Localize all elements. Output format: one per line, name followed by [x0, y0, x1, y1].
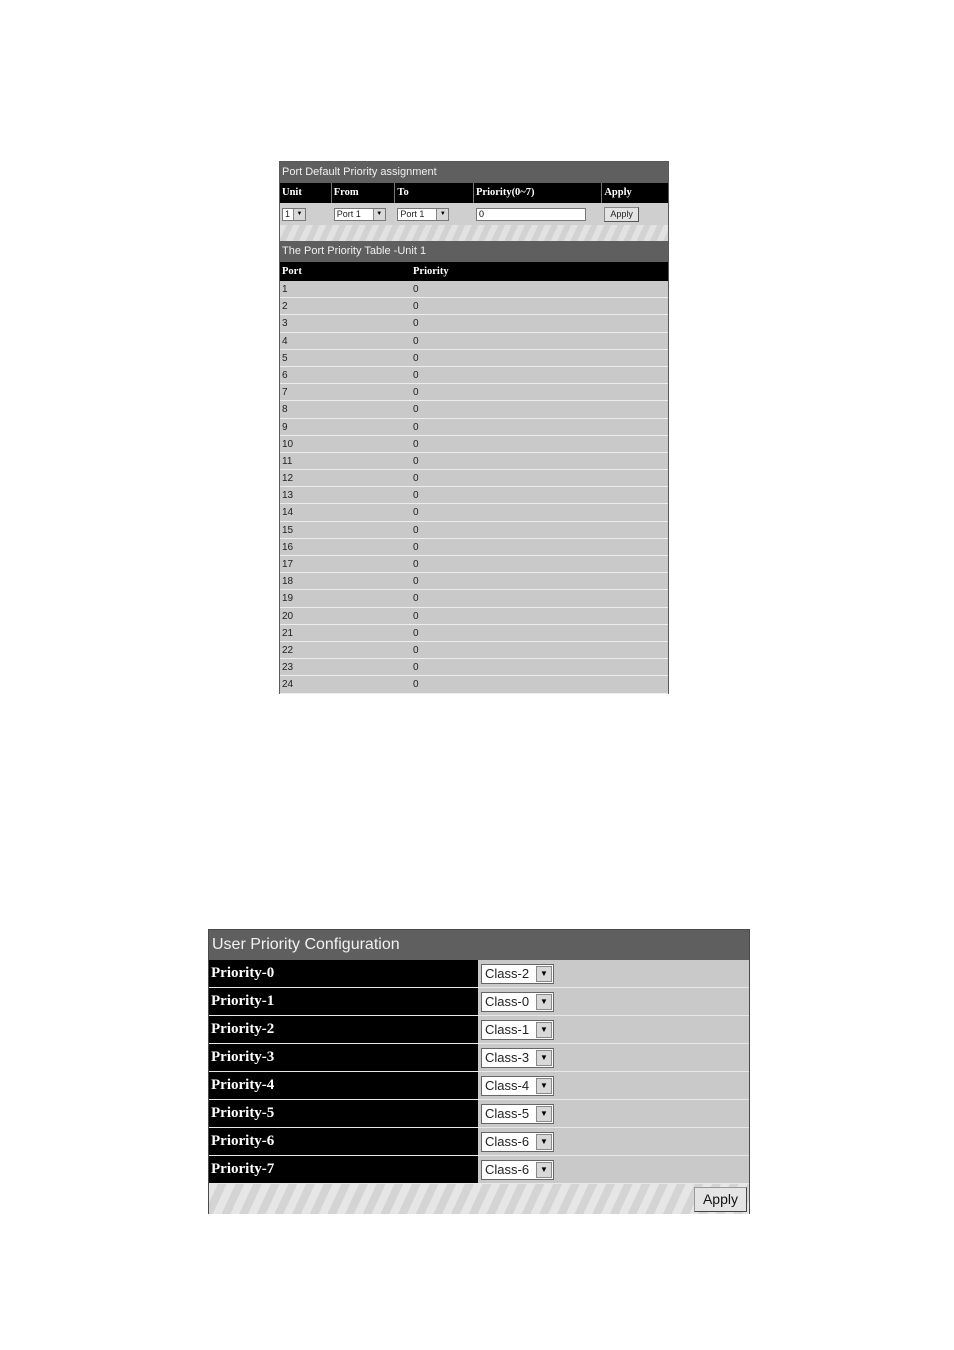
- list-item: [209, 1100, 749, 1128]
- table-row: [280, 556, 668, 573]
- table-row: [280, 298, 668, 315]
- priority-cell: 0: [413, 610, 419, 622]
- table-row: [280, 384, 668, 401]
- priority-label: Priority-3: [209, 1044, 478, 1071]
- priority-cell: 0: [413, 593, 419, 605]
- port-default-title: Port Default Priority assignment: [280, 162, 668, 183]
- list-item: [209, 1044, 749, 1072]
- port-cell: 8: [282, 404, 288, 416]
- priority-cell: 0: [413, 301, 419, 313]
- port-cell: 7: [282, 387, 288, 399]
- priority-cell: 0: [413, 576, 419, 588]
- priority-cell: 0: [413, 627, 419, 639]
- port-cell: 12: [282, 473, 294, 485]
- priority-cell: 0: [413, 507, 419, 519]
- priority-cell: 0: [413, 318, 419, 330]
- header-priority: Priority(0~7): [474, 183, 602, 203]
- port-cell: 23: [282, 662, 294, 674]
- port-cell: 1: [282, 284, 288, 295]
- port-cell: 5: [282, 352, 288, 364]
- table-row: [280, 487, 668, 504]
- table-row: [280, 573, 668, 590]
- port-cell: 20: [282, 610, 294, 622]
- class-select[interactable]: Class-6 ▼: [481, 1132, 554, 1152]
- priority-cell: 0: [413, 387, 419, 399]
- table-row: [280, 470, 668, 487]
- header-from: From: [332, 183, 396, 203]
- decorative-band: [280, 225, 668, 241]
- class-select[interactable]: Class-5 ▼: [481, 1104, 554, 1124]
- port-cell: 16: [282, 541, 294, 553]
- class-select[interactable]: Class-0 ▼: [481, 992, 554, 1012]
- chevron-down-icon[interactable]: ▼: [536, 1022, 552, 1038]
- chevron-down-icon[interactable]: ▼: [536, 1050, 552, 1066]
- port-default-priority-panel: [279, 161, 669, 694]
- port-cell: 18: [282, 576, 294, 588]
- header-to: To: [395, 183, 474, 203]
- chevron-down-icon[interactable]: ▼: [436, 209, 448, 220]
- chevron-down-icon[interactable]: ▼: [536, 966, 552, 982]
- priority-input[interactable]: 0: [476, 208, 586, 221]
- class-select[interactable]: Class-4 ▼: [481, 1076, 554, 1096]
- list-item: [209, 988, 749, 1016]
- header-priority: Priority: [413, 266, 449, 277]
- port-cell: 4: [282, 335, 288, 347]
- user-priority-footer: [209, 1184, 749, 1214]
- port-cell: 13: [282, 490, 294, 502]
- port-cell: 24: [282, 679, 294, 691]
- priority-cell: 0: [413, 524, 419, 536]
- priority-label: Priority-4: [209, 1072, 478, 1099]
- priority-cell: 0: [413, 662, 419, 674]
- list-item: [209, 1072, 749, 1100]
- table-row: [280, 401, 668, 418]
- header-port: Port: [282, 266, 302, 277]
- list-item: [209, 1128, 749, 1156]
- table-row: [280, 350, 668, 367]
- class-select[interactable]: Class-2 ▼: [481, 964, 554, 984]
- chevron-down-icon[interactable]: ▼: [373, 209, 385, 220]
- header-unit: Unit: [280, 183, 332, 203]
- table-row: [280, 419, 668, 436]
- table-row: [280, 333, 668, 350]
- to-port-select[interactable]: Port 1 ▼: [397, 208, 449, 221]
- priority-cell: 0: [413, 335, 419, 347]
- user-priority-title: User Priority Configuration: [209, 930, 749, 960]
- port-table-header: [280, 262, 668, 281]
- table-row: [280, 676, 668, 693]
- priority-cell: 0: [413, 352, 419, 364]
- table-row: [280, 590, 668, 607]
- unit-select[interactable]: 1 ▼: [282, 208, 306, 221]
- priority-cell: 0: [413, 541, 419, 553]
- table-row: [280, 436, 668, 453]
- priority-cell: 0: [413, 490, 419, 502]
- table-row: [280, 642, 668, 659]
- port-cell: 9: [282, 421, 288, 433]
- priority-cell: 0: [413, 421, 419, 433]
- class-select[interactable]: Class-3 ▼: [481, 1048, 554, 1068]
- port-cell: 10: [282, 438, 294, 450]
- port-cell: 22: [282, 644, 294, 656]
- port-cell: 19: [282, 593, 294, 605]
- port-default-form-row: [280, 203, 668, 225]
- port-cell: 3: [282, 318, 288, 330]
- priority-cell: 0: [413, 455, 419, 467]
- table-row: [280, 608, 668, 625]
- table-row: [280, 504, 668, 521]
- priority-label: Priority-5: [209, 1100, 478, 1127]
- chevron-down-icon[interactable]: ▼: [536, 994, 552, 1010]
- table-row: [280, 367, 668, 384]
- port-cell: 15: [282, 524, 294, 536]
- table-row: [280, 659, 668, 676]
- priority-cell: 0: [413, 404, 419, 416]
- table-row: [280, 453, 668, 470]
- port-cell: 14: [282, 507, 294, 519]
- port-cell: 11: [282, 455, 293, 467]
- list-item: [209, 1016, 749, 1044]
- table-row: [280, 281, 668, 298]
- priority-label: Priority-6: [209, 1128, 478, 1155]
- priority-label: Priority-1: [209, 988, 478, 1015]
- chevron-down-icon[interactable]: ▼: [536, 1134, 552, 1150]
- list-item: [209, 960, 749, 988]
- priority-cell: 0: [413, 284, 419, 295]
- priority-cell: 0: [413, 369, 419, 381]
- priority-cell: 0: [413, 679, 419, 691]
- port-cell: 2: [282, 301, 288, 313]
- port-cell: 21: [282, 627, 294, 639]
- priority-cell: 0: [413, 473, 419, 485]
- chevron-down-icon[interactable]: ▼: [536, 1162, 552, 1178]
- class-select[interactable]: Class-1 ▼: [481, 1020, 554, 1040]
- apply-button[interactable]: Apply: [604, 207, 639, 222]
- port-table-title: The Port Priority Table -Unit 1: [280, 241, 668, 262]
- chevron-down-icon[interactable]: ▼: [536, 1106, 552, 1122]
- table-row: [280, 625, 668, 642]
- priority-label: Priority-7: [209, 1156, 478, 1183]
- table-row: [280, 539, 668, 556]
- chevron-down-icon[interactable]: ▼: [536, 1078, 552, 1094]
- header-apply: Apply: [604, 187, 632, 198]
- user-priority-panel: [208, 929, 750, 1214]
- port-priority-table: [280, 241, 668, 694]
- apply-button[interactable]: Apply: [694, 1187, 747, 1212]
- from-port-select[interactable]: Port 1 ▼: [334, 208, 386, 221]
- table-row: [280, 522, 668, 539]
- port-cell: 6: [282, 369, 288, 381]
- priority-cell: 0: [413, 438, 419, 450]
- port-cell: 17: [282, 559, 294, 570]
- chevron-down-icon[interactable]: ▼: [293, 209, 305, 220]
- list-item: [209, 1156, 749, 1184]
- priority-cell: 0: [413, 559, 419, 570]
- class-select[interactable]: Class-6 ▼: [481, 1160, 554, 1180]
- priority-label: Priority-0: [209, 960, 478, 987]
- priority-label: Priority-2: [209, 1016, 478, 1043]
- priority-cell: 0: [413, 644, 419, 656]
- port-default-header-row: [280, 183, 668, 203]
- table-row: [280, 315, 668, 332]
